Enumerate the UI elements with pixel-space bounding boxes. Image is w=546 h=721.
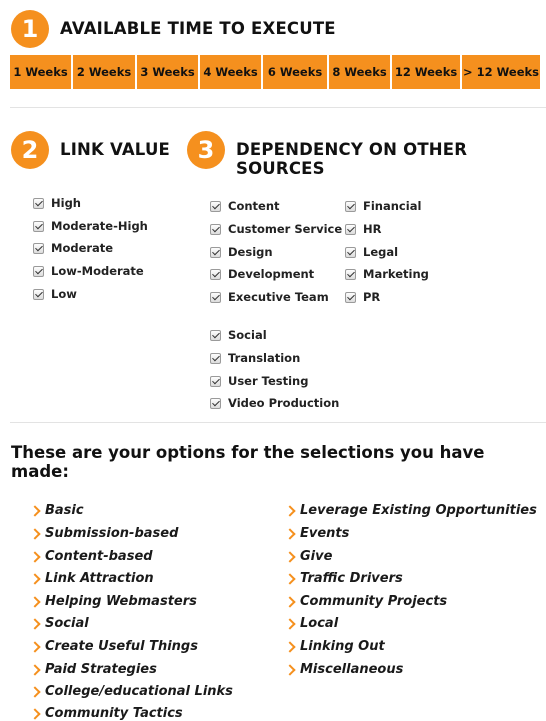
dependency-content[interactable] [210,199,280,213]
option-link[interactable] [286,616,338,631]
option-label: Traffic Drivers [300,571,403,586]
chevron-right-icon [286,551,296,563]
checkbox-label: Video Production [228,396,340,410]
checkbox[interactable] [345,269,356,280]
option-label: Create Useful Things [45,639,198,654]
option-link[interactable] [31,684,233,699]
dependency-social[interactable] [210,328,267,342]
checkbox-label: Development [228,267,315,281]
option-link[interactable] [31,503,84,518]
option-label: Submission-based [45,526,179,541]
option-label: Content-based [45,549,153,564]
option-link[interactable] [286,526,349,541]
option-label: Local [300,616,339,631]
section-1-title: AVAILABLE TIME TO EXECUTE [60,19,336,38]
chevron-right-icon [31,664,41,676]
checkbox-label: User Testing [228,374,309,388]
week-option-8[interactable]: 8 Weeks [329,55,390,89]
checkbox[interactable] [345,292,356,303]
chevron-right-icon [286,573,296,585]
week-option-1[interactable]: 1 Weeks [10,55,71,89]
chevron-right-icon [286,618,296,630]
week-option-12[interactable]: 12 Weeks [392,55,460,89]
option-label: Give [300,549,333,564]
checkbox-label: Low [51,287,77,301]
checkbox-label: Design [228,245,273,259]
checkbox[interactable] [210,292,221,303]
dependency-development[interactable] [210,267,314,281]
link-value-high[interactable] [33,196,81,210]
week-option-4[interactable]: 4 Weeks [200,55,261,89]
week-option-2[interactable]: 2 Weeks [73,55,135,89]
link-value-low[interactable] [33,287,77,301]
chevron-right-icon [31,618,41,630]
option-link[interactable] [31,526,178,541]
option-link[interactable] [286,549,332,564]
option-link[interactable] [31,706,183,721]
checkbox[interactable] [33,266,44,277]
checkbox-label: Marketing [363,267,429,281]
checkbox[interactable] [345,201,356,212]
chevron-right-icon [31,596,41,608]
weeks-button-group [10,55,540,89]
option-label: College/educational Links [45,684,233,699]
option-label: Linking Out [300,639,385,654]
step-3-badge: 3 [187,131,225,169]
checkbox[interactable] [33,221,44,232]
option-link[interactable] [31,571,154,586]
chevron-right-icon [286,528,296,540]
chevron-right-icon [31,686,41,698]
chevron-right-icon [31,528,41,540]
checkbox-label: Customer Service [228,222,343,236]
chevron-right-icon [31,551,41,563]
option-label: Paid Strategies [45,662,157,677]
option-link[interactable] [31,662,157,677]
option-link[interactable] [286,662,403,677]
divider [10,422,546,423]
link-value-moderate[interactable] [33,241,113,255]
checkbox-label: Content [228,199,280,213]
chevron-right-icon [286,596,296,608]
checkbox[interactable] [210,247,221,258]
checkbox-label: High [51,196,81,210]
option-label: Events [300,526,350,541]
section-2-title: LINK VALUE [60,140,171,159]
checkbox-label: PR [363,290,381,304]
dependency-customer-service[interactable] [210,222,342,236]
option-link[interactable] [31,616,89,631]
dependency-financial[interactable] [345,199,421,213]
chevron-right-icon [31,505,41,517]
option-link[interactable] [286,594,447,609]
option-link[interactable] [31,594,197,609]
option-link[interactable] [286,639,385,654]
checkbox[interactable] [210,330,221,341]
checkbox[interactable] [210,398,221,409]
dependency-marketing[interactable] [345,267,429,281]
checkbox[interactable] [33,243,44,254]
divider [10,107,546,108]
dependency-legal[interactable] [345,245,398,259]
chevron-right-icon [31,641,41,653]
checkbox[interactable] [210,376,221,387]
checkbox[interactable] [33,289,44,300]
option-label: Miscellaneous [300,662,404,677]
checkbox[interactable] [210,353,221,364]
checkbox[interactable] [345,224,356,235]
options-heading: These are your options for the selections you have made: [11,443,485,481]
checkbox-label: Social [228,328,267,342]
checkbox-label: Moderate [51,241,114,255]
checkbox[interactable] [210,269,221,280]
option-link[interactable] [286,503,537,518]
checkbox-label: Translation [228,351,301,365]
checkbox[interactable] [33,198,44,209]
option-label: Social [45,616,89,631]
dependency-translation[interactable] [210,351,300,365]
chevron-right-icon [286,505,296,517]
dependency-pr[interactable] [345,290,380,304]
option-link[interactable] [286,571,403,586]
dependency-video-production[interactable] [210,396,339,410]
dependency-executive-team[interactable] [210,290,329,304]
option-link[interactable] [31,549,153,564]
week-option-3[interactable]: 3 Weeks [137,55,198,89]
week-option-more-than-12[interactable]: > 12 Weeks [462,55,540,89]
checkbox[interactable] [210,201,221,212]
link-value-low-moderate[interactable] [33,264,144,278]
dependency-hr[interactable] [345,222,381,236]
option-label: Leverage Existing Opportunities [300,503,537,518]
checkbox[interactable] [345,247,356,258]
chevron-right-icon [286,641,296,653]
section-3-title: DEPENDENCY ON OTHER SOURCES [236,140,468,178]
checkbox-label: Legal [363,245,399,259]
checkbox[interactable] [210,224,221,235]
step-1-badge: 1 [11,10,49,48]
chevron-right-icon [286,664,296,676]
option-label: Community Tactics [45,706,183,721]
option-label: Link Attraction [45,571,154,586]
checkbox-label: HR [363,222,382,236]
dependency-user-testing[interactable] [210,374,308,388]
option-label: Community Projects [300,594,448,609]
checkbox-label: Financial [363,199,422,213]
checkbox-label: Low-Moderate [51,264,144,278]
week-option-6[interactable]: 6 Weeks [263,55,327,89]
checkbox-label: Moderate-High [51,219,148,233]
chevron-right-icon [31,708,41,720]
option-link[interactable] [31,639,198,654]
step-2-badge: 2 [11,131,49,169]
option-label: Basic [45,503,84,518]
dependency-design[interactable] [210,245,273,259]
link-value-moderate-high[interactable] [33,219,148,233]
chevron-right-icon [31,573,41,585]
checkbox-label: Executive Team [228,290,329,304]
option-label: Helping Webmasters [45,594,197,609]
